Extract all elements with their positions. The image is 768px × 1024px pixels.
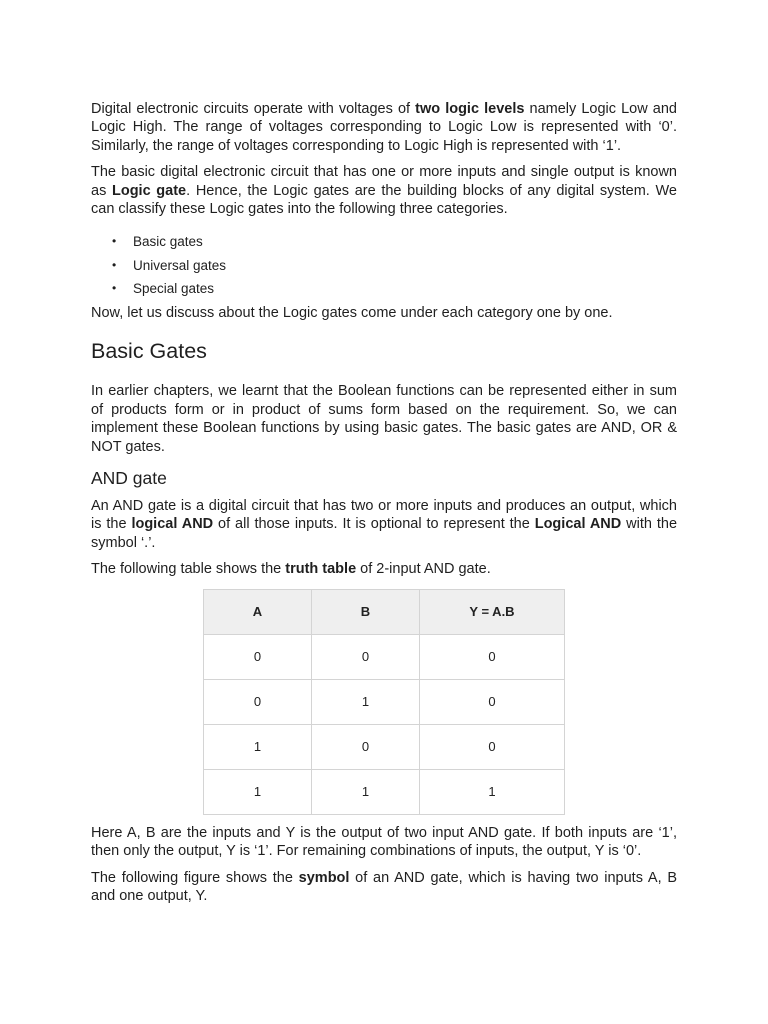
- column-header-a: A: [204, 589, 312, 634]
- table-cell: 0: [420, 679, 565, 724]
- column-header-b: B: [312, 589, 420, 634]
- and-gate-paragraph-3: Here A, B are the inputs and Y is the output of two input AND gate. If both inputs are ‘1’, then only the output, Y is ‘1’. For remaining combinations of inputs, the output, Y is ‘0’.: [91, 824, 677, 860]
- bold-term: two logic levels: [415, 101, 525, 117]
- bold-term: truth table: [285, 561, 357, 578]
- bullet-icon: •: [112, 280, 117, 295]
- category-list: [91, 230, 677, 300]
- intro-paragraph-3: Now, let us discuss about the Logic gates come under each category one by one.: [91, 305, 613, 322]
- table-cell: 0: [312, 634, 420, 679]
- and-gate-paragraph-4: The following figure shows the symbol of an AND gate, which is having two inputs A, B and one output, Y.: [91, 869, 678, 904]
- table-cell: 0: [420, 724, 565, 769]
- table-cell: 0: [312, 724, 420, 769]
- table-cell: 0: [204, 634, 312, 679]
- table-row: [204, 634, 565, 679]
- list-item: • Basic gates: [91, 230, 677, 253]
- table-row: [204, 769, 565, 814]
- table-cell: 1: [204, 769, 312, 814]
- table-row: [204, 724, 565, 769]
- table-cell: 1: [204, 724, 312, 769]
- intro-paragraph-1: Digital electronic circuits operate with voltages of two logic levels namely Logic Low and Logic High. The range of voltages corresponding to Logic Low is represented with ‘0’. Similarly, the range of voltages corresponding to Logic High is represented with ‘1’.: [91, 101, 677, 154]
- bullet-icon: •: [112, 257, 117, 272]
- list-item: • Universal gates: [91, 254, 677, 277]
- and-gate-paragraph-1: An AND gate is a digital circuit that has two or more inputs and produces an output, which is the logical AND of all those inputs. It is optional to represent the Logical AND with the symbol ‘.’.: [91, 498, 678, 551]
- column-header-y: Y = A.B: [420, 589, 565, 634]
- intro-paragraph-2: The basic digital electronic circuit that has one or more inputs and single output is known as Logic gate. Hence, the Logic gates are the building blocks of any digital system. We can classify these Logic gates into the following three categories.: [91, 164, 677, 218]
- bold-term: Logic gate: [111, 182, 187, 199]
- basic-gates-paragraph: In earlier chapters, we learnt that the Boolean functions can be represented either in sum of products form or in product of sums form based on the requirement. So, we can implement these Boolean functions by using basic gates. The basic gates are AND, OR & NOT gates.: [91, 383, 677, 455]
- table-cell: 0: [204, 679, 312, 724]
- document-page: [91, 100, 677, 905]
- and-gate-paragraph-2: The following table shows the truth table of 2-input AND gate.: [91, 561, 491, 578]
- bold-term: Logical AND: [534, 516, 622, 533]
- table-cell: 0: [420, 634, 565, 679]
- table-row: [204, 679, 565, 724]
- table-header-row: [204, 589, 565, 634]
- list-item: • Special gates: [91, 277, 677, 300]
- basic-gates-heading: Basic Gates: [91, 339, 207, 364]
- table-cell: 1: [312, 769, 420, 814]
- truth-table: [203, 589, 565, 815]
- bullet-icon: •: [112, 234, 117, 249]
- table-cell: 1: [312, 679, 420, 724]
- bold-term: symbol: [298, 869, 350, 886]
- bold-term: logical AND: [131, 516, 214, 533]
- and-gate-heading: AND gate: [91, 468, 167, 489]
- table-cell: 1: [420, 769, 565, 814]
